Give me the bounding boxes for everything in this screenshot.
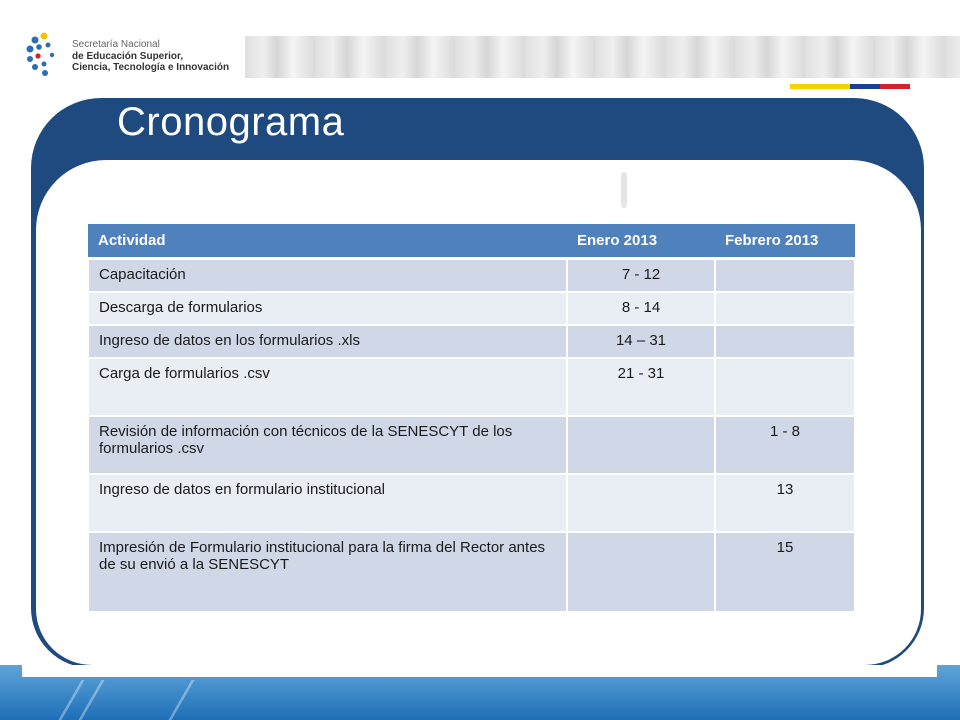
table-row	[88, 416, 855, 474]
table-row	[88, 474, 855, 532]
footer-edge	[22, 665, 937, 677]
logo-line-3: Ciencia, Tecnología e Innovación	[72, 62, 230, 73]
cell-actividad: Ingreso de datos en formulario institucional	[88, 474, 567, 532]
cell-actividad: Impresión de Formulario institucional para la firma del Rector antes de su envió a la SENESCYT	[88, 532, 567, 612]
cell-actividad: Carga de formularios .csv	[88, 358, 567, 416]
cell-febrero	[715, 325, 855, 358]
header-actividad: Actividad	[88, 224, 567, 259]
cell-febrero	[715, 292, 855, 325]
cell-febrero: 13	[715, 474, 855, 532]
decorative-mark	[621, 172, 627, 208]
cell-enero: 7 - 12	[567, 259, 715, 292]
cell-actividad: Revisión de información con técnicos de la SENESCYT de los formularios .csv	[88, 416, 567, 474]
cell-febrero: 15	[715, 532, 855, 612]
cell-actividad: Descarga de formularios	[88, 292, 567, 325]
table-row	[88, 292, 855, 325]
logo-line-1: Secretaría Nacional	[72, 39, 160, 50]
cell-enero: 8 - 14	[567, 292, 715, 325]
table-header-row	[88, 224, 855, 259]
senescyt-logo	[24, 30, 254, 82]
cell-febrero	[715, 259, 855, 292]
cell-enero: 21 - 31	[567, 358, 715, 416]
header-decorative-stripes	[245, 36, 960, 78]
schedule-table	[87, 224, 856, 613]
slide-title: Cronograma	[117, 100, 345, 144]
table-row	[88, 532, 855, 612]
header-febrero: Febrero 2013	[715, 224, 855, 259]
flag-stripe-red	[880, 84, 910, 89]
cell-actividad: Ingreso de datos en los formularios .xls	[88, 325, 567, 358]
cell-enero: 14 – 31	[567, 325, 715, 358]
table-row	[88, 325, 855, 358]
cell-enero	[567, 416, 715, 474]
table-row	[88, 358, 855, 416]
cell-enero	[567, 532, 715, 612]
logo-dots-icon	[24, 30, 68, 78]
flag-stripe-yellow	[790, 84, 850, 89]
table-row	[88, 259, 855, 292]
cell-febrero: 1 - 8	[715, 416, 855, 474]
flag-stripe-blue	[850, 84, 880, 89]
header-enero: Enero 2013	[567, 224, 715, 259]
cell-enero	[567, 474, 715, 532]
logo-text	[72, 39, 229, 74]
cell-febrero	[715, 358, 855, 416]
cell-actividad: Capacitación	[88, 259, 567, 292]
logo-line-2: de Educación Superior,	[72, 50, 184, 62]
